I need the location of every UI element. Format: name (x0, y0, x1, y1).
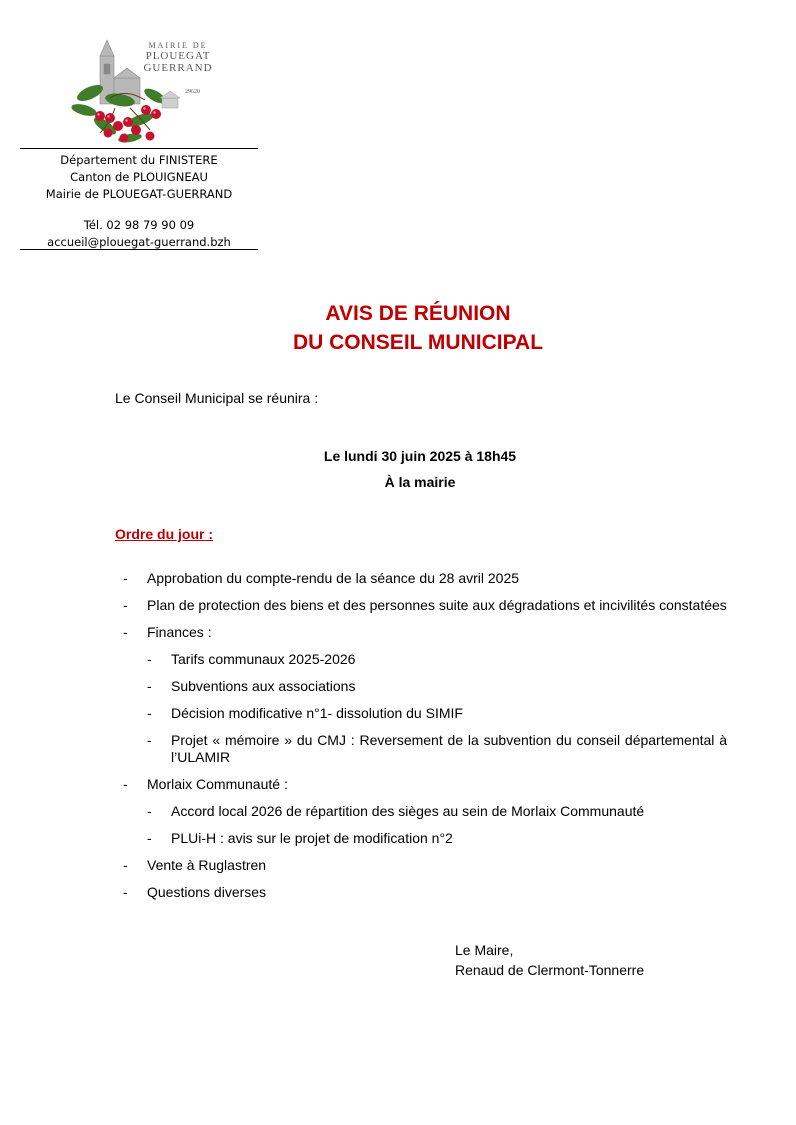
agenda-subitem (115, 678, 727, 695)
title-line-1: AVIS DE RÉUNION (325, 302, 511, 325)
logo-postcode: 29620 (185, 89, 200, 95)
meeting-info (0, 443, 796, 495)
list-dash: - (147, 678, 152, 694)
document-title (0, 299, 796, 357)
list-dash: - (147, 803, 152, 819)
signature-role: Le Maire, (455, 942, 514, 958)
meeting-place: À la mairie (384, 474, 456, 490)
agenda-list (115, 570, 727, 911)
agenda-item-text: Morlaix Communauté : (147, 776, 288, 792)
list-dash: - (147, 732, 152, 748)
signature-block (455, 940, 644, 980)
logo-line-3: GUERRAND (143, 62, 213, 74)
agenda-subitem-text: Tarifs communaux 2025-2026 (171, 651, 356, 667)
agenda-item-text: Vente à Ruglastren (147, 857, 267, 873)
list-dash: - (147, 651, 152, 667)
signature-name: Renaud de Clermont-Tonnerre (455, 962, 645, 978)
logo-wordmark (128, 42, 228, 74)
list-dash: - (123, 857, 128, 873)
agenda-item (115, 570, 727, 587)
agenda-subitem (115, 705, 727, 722)
logo-line-1: MAIRIE DE (148, 41, 208, 50)
department-line: Département du FINISTERE (60, 153, 218, 167)
header-top-rule (20, 148, 258, 149)
agenda-item (115, 857, 727, 874)
list-dash: - (147, 830, 152, 846)
agenda-item (115, 884, 727, 901)
agenda-subitem (115, 651, 727, 668)
logo-line-2: PLOUEGAT (145, 50, 211, 62)
list-dash: - (123, 884, 128, 900)
email-line: accueil@plouegat-guerrand.bzh (47, 235, 231, 249)
agenda-subitem-text: PLUi-H : avis sur le projet de modification n°2 (171, 830, 453, 846)
agenda-item (115, 597, 727, 614)
agenda-item-text: Finances : (147, 624, 212, 640)
intro-text: Le Conseil Municipal se réunira : (115, 390, 319, 406)
agenda-item (115, 624, 727, 641)
agenda-item-text: Approbation du compte-rendu de la séance du 28 avril 2025 (147, 570, 520, 586)
header-bottom-rule (20, 249, 258, 250)
list-dash: - (123, 776, 128, 792)
meeting-date: Le lundi 30 juin 2025 à 18h45 (323, 448, 517, 464)
agenda-item-text: Plan de protection des biens et des personnes suite aux dégradations et incivilités constatées (147, 597, 727, 613)
agenda-subitem-text: Accord local 2026 de répartition des sièges au sein de Morlaix Communauté (171, 803, 645, 819)
list-dash: - (123, 570, 128, 586)
agenda-subitem-text: Décision modificative n°1- dissolution du SIMIF (171, 705, 463, 721)
list-dash: - (123, 597, 128, 613)
agenda-subitem (115, 830, 727, 847)
agenda-item-text: Questions diverses (147, 884, 267, 900)
list-dash: - (147, 705, 152, 721)
contact-block (20, 152, 258, 251)
agenda-heading: Ordre du jour : (115, 526, 213, 542)
canton-line: Canton de PLOUIGNEAU (70, 170, 208, 184)
agenda-subitem (115, 732, 727, 766)
agenda-subitem-text: Projet « mémoire » du CMJ : Reversement de la subvention du conseil départemental à l’ULAMIR (171, 732, 727, 765)
phone-line: Tél. 02 98 79 90 09 (83, 218, 195, 232)
agenda-subitem-text: Subventions aux associations (171, 678, 356, 694)
list-dash: - (123, 624, 128, 640)
agenda-item (115, 776, 727, 793)
agenda-subitem (115, 803, 727, 820)
mairie-line: Mairie de PLOUEGAT-GUERRAND (45, 187, 233, 201)
title-line-2: DU CONSEIL MUNICIPAL (292, 331, 544, 354)
